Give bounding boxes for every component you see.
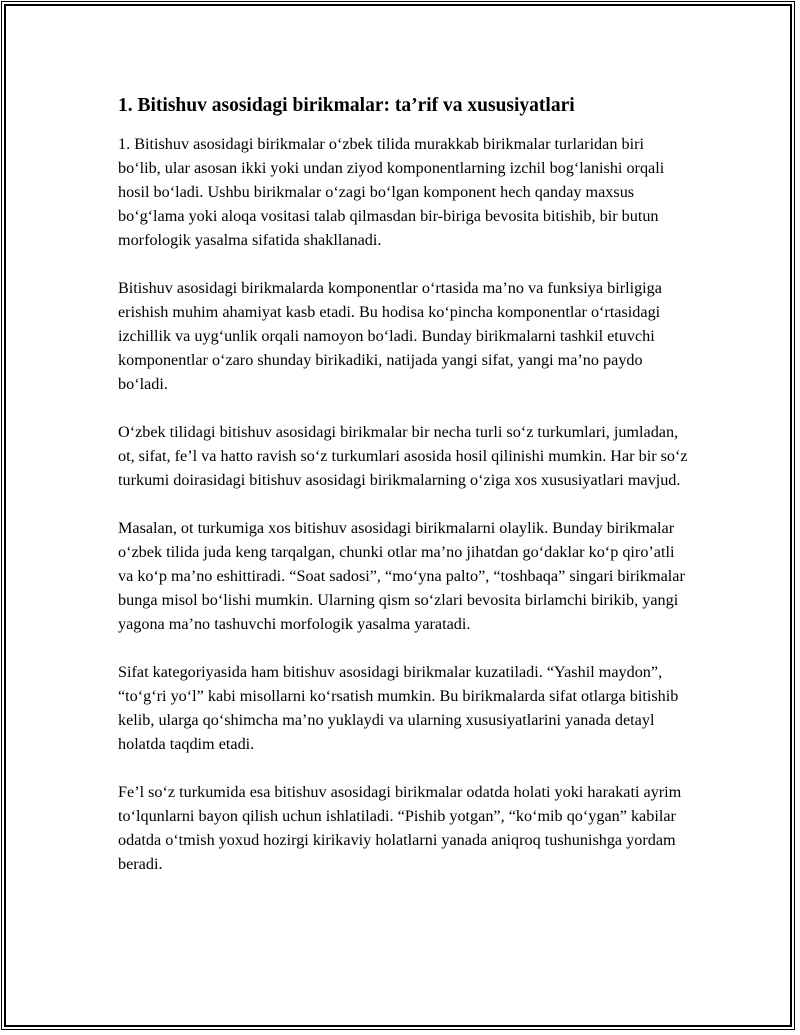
paragraph-5: Sifat kategoriyasida ham bitishuv asosidagi birikmalar kuzatiladi. “Yashil maydon”, “to‘g‘ri yo‘l” kabi misollarni ko‘rsatish mumkin. Bu birikmalarda sifat otlarga bitishib kelib, ularga qo‘shimcha ma’no yuklaydi va ularning xususiyatlarini yanada detayl holatda taqdim etadi. — [118, 663, 679, 753]
paragraph-6: Fe’l so‘z turkumida esa bitishuv asosidagi birikmalar odatda holati yoki harakati ayrim to‘lqunlarni bayon qilish uchun ishlatiladi. “Pishib yotgan”, “ko‘mib qo‘ygan” kabilar odatda o‘tmish yoxud hozirgi kirikaviy holatlarni yanada aniqroq tushunishga yordam beradi. — [118, 783, 682, 873]
document-body — [118, 92, 690, 900]
paragraph-4: Masalan, ot turkumiga xos bitishuv asosidagi birikmalarni olaylik. Bunday birikmalar o‘zbek tilida juda keng tarqalgan, chunki otlar ma’no jihatdan go‘daklar ko‘p qiro’atli va ko‘p ma’no eshittiradi. “Soat sadosi”, “mo‘yna palto”, “toshbaqa” singari birikmalar bunga misol bo‘lishi mumkin. Ularning qism so‘zlari bevosita birlamchi birikib, yangi yagona ma’no tashuvchi morfologik yasalma yaratadi. — [118, 519, 685, 633]
paragraph-3: O‘zbek tilidagi bitishuv asosidagi birikmalar bir necha turli so‘z turkumlari, jumladan, ot, sifat, fe’l va hatto ravish so‘z turkumlari asosida hosil qilinishi mumkin. Har bir so‘z turkumi doirasidagi bitishuv asosidagi birikmalarning o‘ziga xos xususiyatlari mavjud. — [118, 423, 688, 489]
paragraph-1: 1. Bitishuv asosidagi birikmalar o‘zbek tilida murakkab birikmalar turlaridan biri bo‘lib, ular asosan ikki yoki undan ziyod komponentlarning izchil bog‘lanishi orqali hosil bo‘ladi. Ushbu birikmalar o‘zagi bo‘lgan komponent hech qanday maxsus bo‘g‘lama yoki aloqa vositasi talab qilmasdan bir-biriga bevosita bitishib, bir butun morfologik yasalma sifatida shakllanadi. — [118, 135, 665, 249]
paragraph-2: Bitishuv asosidagi birikmalarda komponentlar o‘rtasida ma’no va funksiya birligiga erishish muhim ahamiyat kasb etadi. Bu hodisa ko‘pincha komponentlar o‘rtasidagi izchillik va uyg‘unlik orqali namoyon bo‘ladi. Bunday birikmalarni tashkil etuvchi komponentlar o‘zaro shunday birikadiki, natijada yangi sifat, yangi ma’no paydo bo‘ladi. — [118, 279, 662, 393]
section-heading: 1. Bitishuv asosidagi birikmalar: ta’rif va xususiyatlari — [118, 95, 575, 116]
